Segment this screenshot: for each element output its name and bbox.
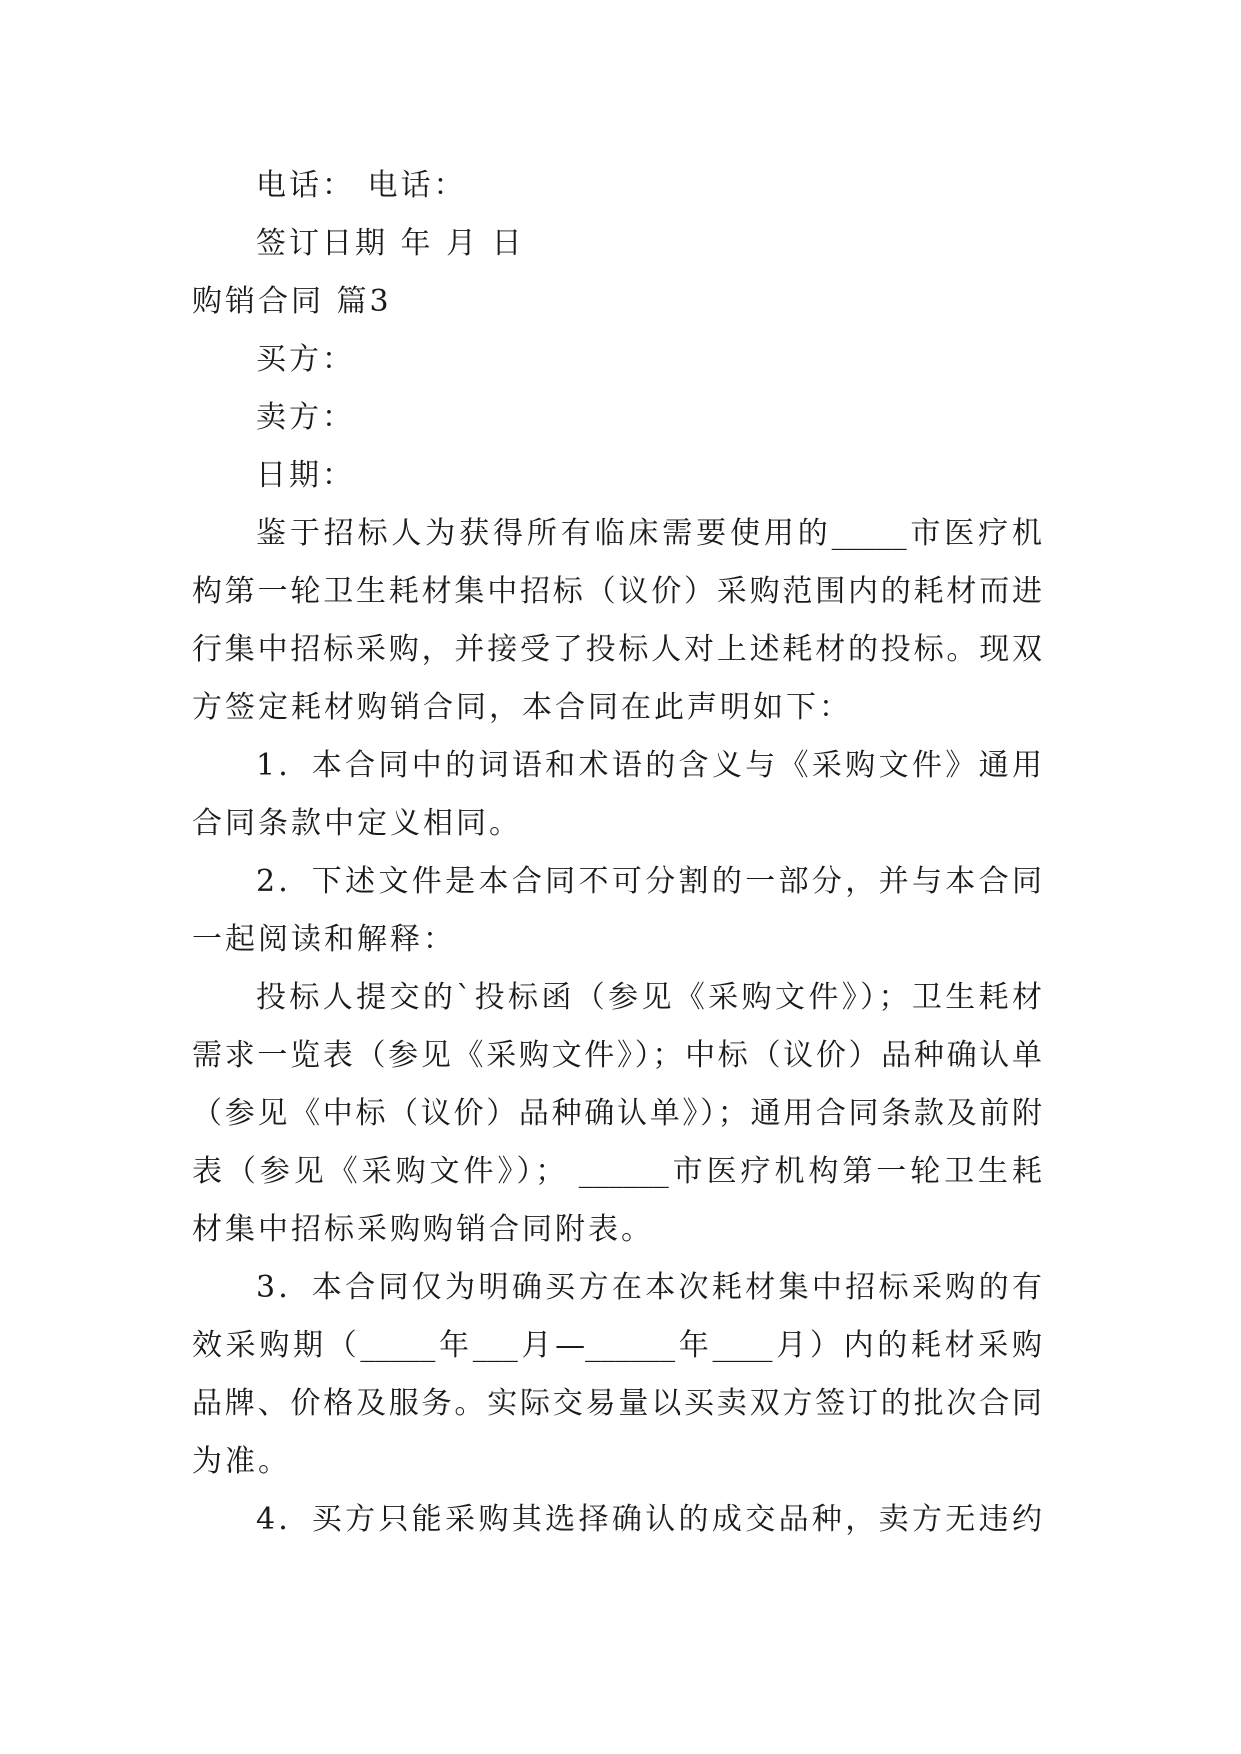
documents-list-line: 投标人提交的`投标函（参见《采购文件》）；卫生耗材 — [256, 980, 1042, 1015]
documents-list-line: 材集中招标采购购销合同附表。 — [192, 1212, 654, 1247]
clause-3-line: 品牌、价格及服务。实际交易量以买卖双方签订的批次合同 — [192, 1386, 1042, 1421]
paragraph-line: 行集中招标采购，并接受了投标人对上述耗材的投标。现双 — [192, 632, 1042, 667]
documents-list-line: 表（参见《采购文件》）； ______市医疗机构第一轮卫生耗 — [192, 1154, 1042, 1189]
date-line: 日期： — [256, 458, 355, 493]
documents-list-line: （参见《中标（议价）品种确认单》）；通用合同条款及前附 — [192, 1096, 1042, 1131]
clause-1-line: 合同条款中定义相同。 — [192, 806, 522, 841]
buyer-line: 买方： — [256, 342, 355, 377]
clause-3-line: 3．本合同仅为明确买方在本次耗材集中招标采购的有 — [256, 1270, 1042, 1305]
clause-3-line: 为准。 — [192, 1444, 291, 1479]
clause-2-line: 一起阅读和解释： — [192, 922, 456, 957]
paragraph-line: 鉴于招标人为获得所有临床需要使用的_____市医疗机 — [256, 516, 1042, 551]
paragraph-line: 构第一轮卫生耗材集中招标（议价）采购范围内的耗材而进 — [192, 574, 1042, 609]
documents-list-line: 需求一览表（参见《采购文件》）；中标（议价）品种确认单 — [192, 1038, 1042, 1073]
clause-2-line: 2．下述文件是本合同不可分割的一部分，并与本合同 — [256, 864, 1042, 899]
sign-date-line: 签订日期 年 月 日 — [256, 226, 525, 261]
seller-line: 卖方： — [256, 400, 355, 435]
clause-1-line: 1．本合同中的词语和术语的含义与《采购文件》通用 — [256, 748, 1042, 783]
clause-3-line: 效采购期（_____年___月—______年____月）内的耗材采购 — [192, 1328, 1042, 1363]
clause-4-line: 4．买方只能采购其选择确认的成交品种，卖方无违约 — [256, 1502, 1042, 1537]
phone-line: 电话： 电话： — [256, 168, 467, 203]
section-heading: 购销合同 篇3 — [192, 284, 392, 319]
paragraph-line: 方签定耗材购销合同，本合同在此声明如下： — [192, 690, 852, 725]
